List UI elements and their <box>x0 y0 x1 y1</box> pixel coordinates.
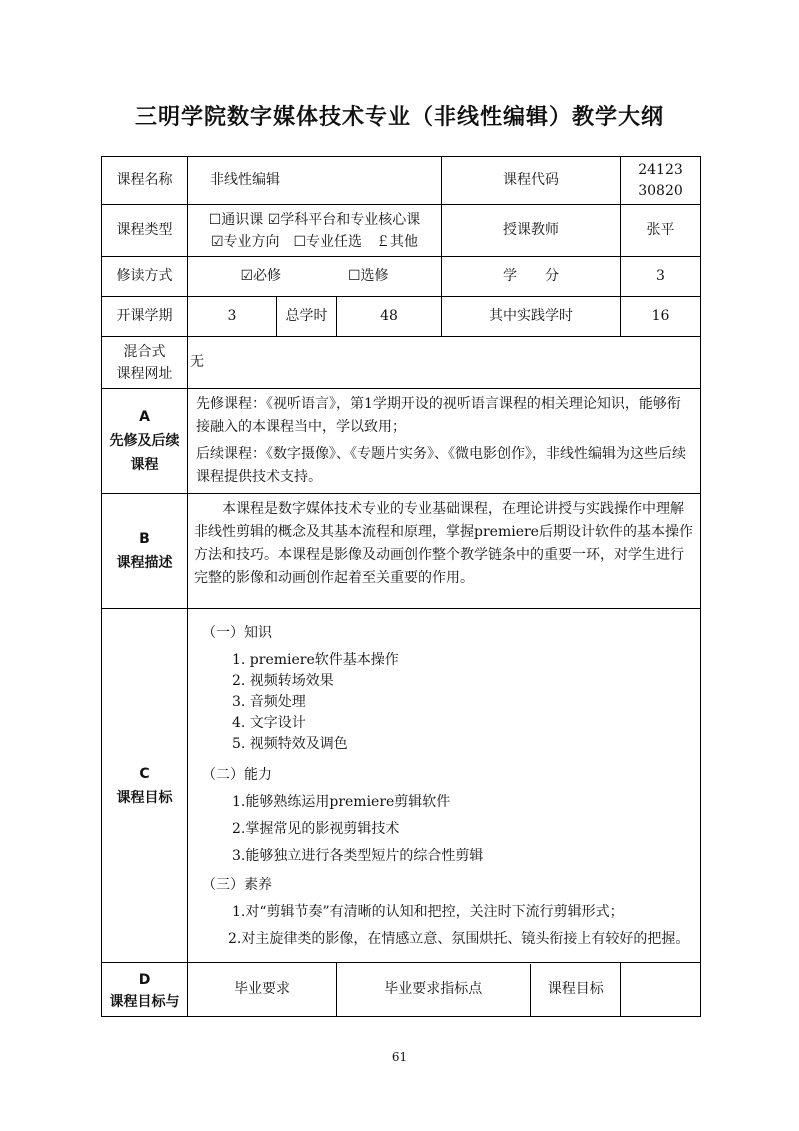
section-b-label <box>102 494 188 609</box>
page-number: 61 <box>391 1050 408 1064</box>
teacher-label: 授课教师 <box>442 205 621 257</box>
ability-item: 1.能够熟练运用premiere剪辑软件 <box>232 794 451 810</box>
section-d-letter: D <box>138 972 151 988</box>
quality-item: 2.对主旋律类的影像，在情感立意、氛围烘托、镜头衔接上有较好的把握。 <box>228 931 690 947</box>
quality-heading: （三）素养 <box>202 877 272 893</box>
section-a-letter: A <box>139 409 150 425</box>
section-d-label <box>102 963 188 1017</box>
course-url-label <box>102 337 188 389</box>
credit-value: 3 <box>621 257 701 297</box>
practice-hours-label: 其中实践学时 <box>442 297 621 337</box>
course-code-value: 2412330820 <box>621 157 701 205</box>
knowledge-item: 2. 视频转场效果 <box>232 673 334 689</box>
knowledge-item: 4. 文字设计 <box>232 715 306 731</box>
semester-label: 开课学期 <box>102 297 188 337</box>
study-mode-label: 修读方式 <box>102 257 188 297</box>
credit-label: 学 分 <box>442 257 621 297</box>
knowledge-heading: （一）知识 <box>202 625 272 641</box>
section-a-label <box>102 389 188 494</box>
syllabus-table <box>101 156 701 1017</box>
course-code-label: 课程代码 <box>442 157 621 205</box>
row-course-type <box>102 205 701 257</box>
course-name-value: 非线性编辑 <box>188 157 442 205</box>
course-type-line-1: ☐通识课 ☑学科平台和专业核心课 <box>208 211 421 228</box>
course-type-label: 课程类型 <box>102 205 188 257</box>
knowledge-item: 3. 音频处理 <box>232 694 306 710</box>
row-section-a <box>102 389 701 494</box>
course-url-value: 无 <box>188 337 701 389</box>
indicator-point-header: 毕业要求指标点 <box>337 964 530 1016</box>
section-a-label-1: 先修及后续 <box>109 433 180 449</box>
ability-item: 3.能够独立进行各类型短片的综合性剪辑 <box>232 848 484 864</box>
section-c-letter: C <box>139 765 150 782</box>
quality-item: 1.对“剪辑节奏”有清晰的认知和把控，关注时下流行剪辑形式； <box>232 904 624 920</box>
course-url-label-1: 混合式 <box>123 343 166 360</box>
graduation-requirement-header: 毕业要求 <box>188 963 337 1017</box>
required-option: ☑必修 <box>240 268 282 284</box>
total-hours-value: 48 <box>337 297 442 337</box>
row-course-url <box>102 337 701 389</box>
section-a-label-2: 课程 <box>130 457 159 473</box>
section-c-label <box>102 609 188 963</box>
section-d-middle <box>337 963 621 1017</box>
prerequisite-text: 先修课程：《视听语言》，第1学期开设的视听语言课程的相关理论知识，能够衔接融入的本课程当中，学以致用； <box>196 396 681 435</box>
course-type-options <box>188 205 442 257</box>
practice-hours-value: 16 <box>621 297 701 337</box>
row-section-c <box>102 609 701 963</box>
section-b-letter: B <box>139 531 150 547</box>
section-a-content <box>188 389 701 494</box>
course-url-label-2: 课程网址 <box>116 365 173 382</box>
course-type-line-2: ☑专业方向 ☐专业任选 ￡其他 <box>210 233 419 250</box>
semester-value: 3 <box>188 297 277 337</box>
course-description: 本课程是数字媒体技术专业的专业基础课程，在理论讲授与实践操作中理解非线性剪辑的概念及其基本流程和原理，掌握premiere后期设计软件的基本操作方法和技巧。本课程是影像及动画创作整个教学链条中的重要一环，对学生进行完整的影像和动画创作起着至关重要的作用。 <box>188 494 701 609</box>
section-b-label-text: 课程描述 <box>116 555 173 571</box>
total-hours-label: 总学时 <box>277 297 337 337</box>
section-c-label-text: 课程目标 <box>116 789 173 806</box>
study-mode-options <box>188 257 442 297</box>
section-d-label-text: 课程目标与 <box>109 994 180 1010</box>
course-name-label: 课程名称 <box>102 157 188 205</box>
row-section-d <box>102 963 701 1017</box>
knowledge-item: 5. 视频特效及调色 <box>232 736 348 752</box>
section-d-empty-cell <box>621 963 701 1017</box>
follow-up-text: 后续课程：《数字摄像》、《专题片实务》、《微电影创作》，非线性编辑为这些后续课程提供技术支持。 <box>196 446 686 485</box>
row-study-mode <box>102 257 701 297</box>
row-semester <box>102 297 701 337</box>
ability-heading: （二）能力 <box>202 767 272 783</box>
elective-option: ☐选修 <box>347 268 389 284</box>
course-objectives <box>188 609 701 963</box>
teacher-value: 张平 <box>621 205 701 257</box>
course-goal-header: 课程目标 <box>547 981 604 997</box>
ability-item: 2.掌握常见的影视剪辑技术 <box>232 821 400 837</box>
document-title: 三明学院数字媒体技术专业（非线性编辑）教学大纲 <box>134 105 664 130</box>
section-d-subtable <box>337 964 621 1016</box>
row-section-b <box>102 494 701 609</box>
knowledge-item: 1. premiere软件基本操作 <box>232 652 399 668</box>
row-course-name <box>102 157 701 205</box>
